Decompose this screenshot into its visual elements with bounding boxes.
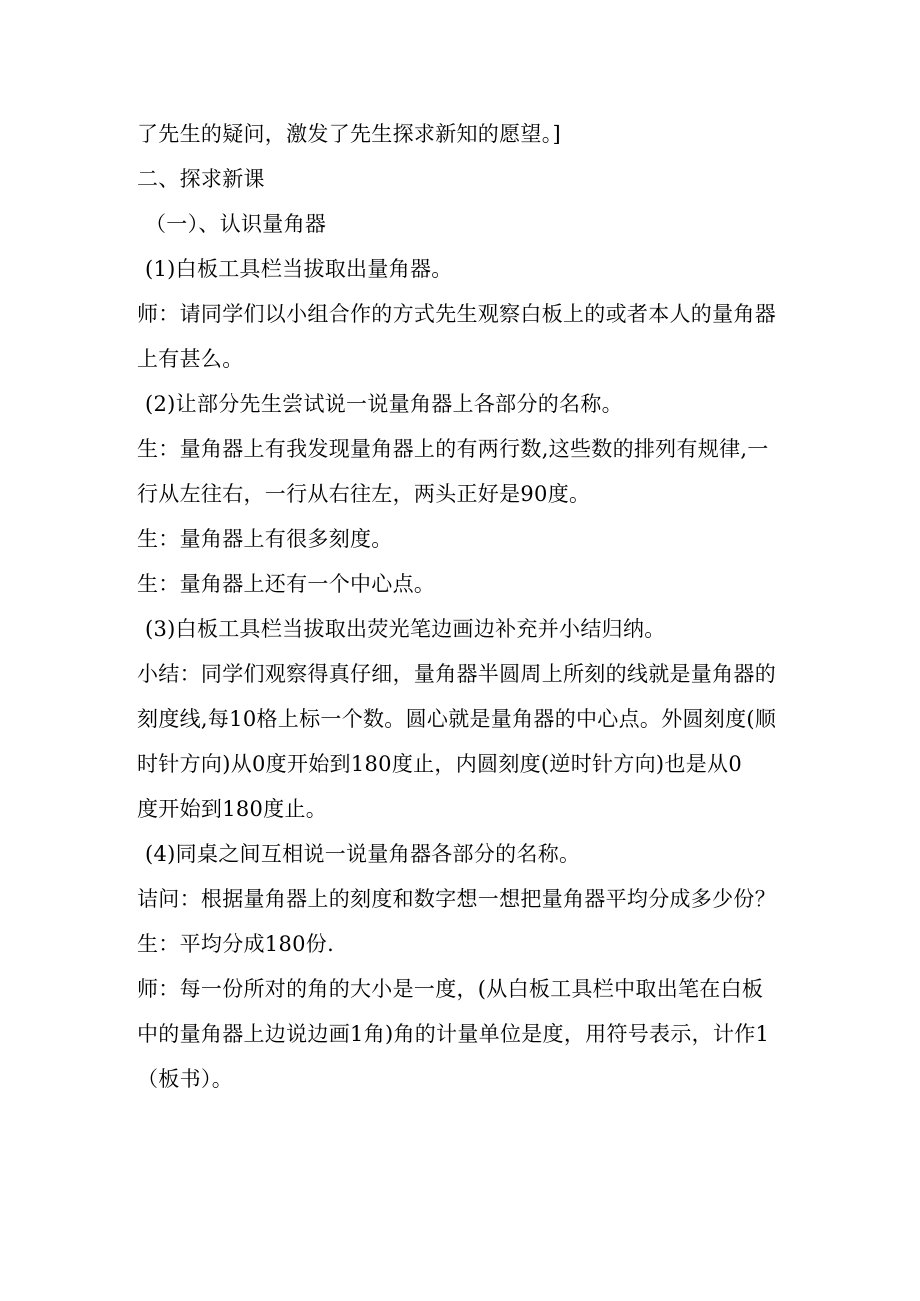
text-line: 行从左往右，一行从右往左，两头正好是90度。	[137, 482, 591, 506]
text-line: 度开始到180度止。	[137, 797, 328, 821]
subsection-heading: （一）、认识量角器	[145, 212, 327, 236]
text-line: （板书）。	[137, 1067, 233, 1091]
text-line: 了先生的疑问，激发了先生探求新知的愿望。]	[137, 122, 561, 146]
text-line: (4)同桌之间互相说一说量角器各部分的名称。	[145, 842, 581, 866]
text-line: 诘问：根据量角器上的刻度和数字想一想把量角器平均分成多少份？	[137, 887, 776, 911]
text-line: 师：每一份所对的角的大小是一度，(从白板工具栏中取出笔在白板	[137, 977, 764, 1001]
text-line: 生：量角器上有很多刻度。	[137, 527, 393, 551]
text-line: (3)白板工具栏当拔取出荧光笔边画边补充并小结归纳。	[145, 617, 666, 641]
text-line: (1)白板工具栏当拔取出量角器。	[145, 257, 453, 281]
text-line: 刻度线,每10格上标一个数。圆心就是量角器的中心点。外圆刻度(顺	[137, 707, 777, 731]
text-line: (2)让部分先生尝试说一说量角器上各部分的名称。	[145, 392, 623, 416]
document-body	[137, 112, 787, 1102]
section-heading: 二、探求新课	[137, 167, 265, 191]
text-line: 小结：同学们观察得真仔细，量角器半圆周上所刻的线就是量角器的	[137, 662, 776, 686]
text-line: 生：量角器上还有一个中心点。	[137, 572, 436, 596]
text-line: 上有甚么。	[137, 347, 244, 371]
text-line: 中的量角器上边说边画1角)角的计量单位是度，用符号表示，计作1	[137, 1022, 770, 1046]
text-line: 生：量角器上有我发现量角器上的有两行数,这些数的排列有规律,一	[137, 437, 769, 461]
text-line: 生：平均分成180份.	[137, 932, 335, 956]
text-line: 时针方向)从0度开始到180度止，内圆刻度(逆时针方向)也是从0	[137, 752, 742, 776]
text-line: 师：请同学们以小组合作的方式先生观察白板上的或者本人的量角器	[137, 302, 776, 326]
